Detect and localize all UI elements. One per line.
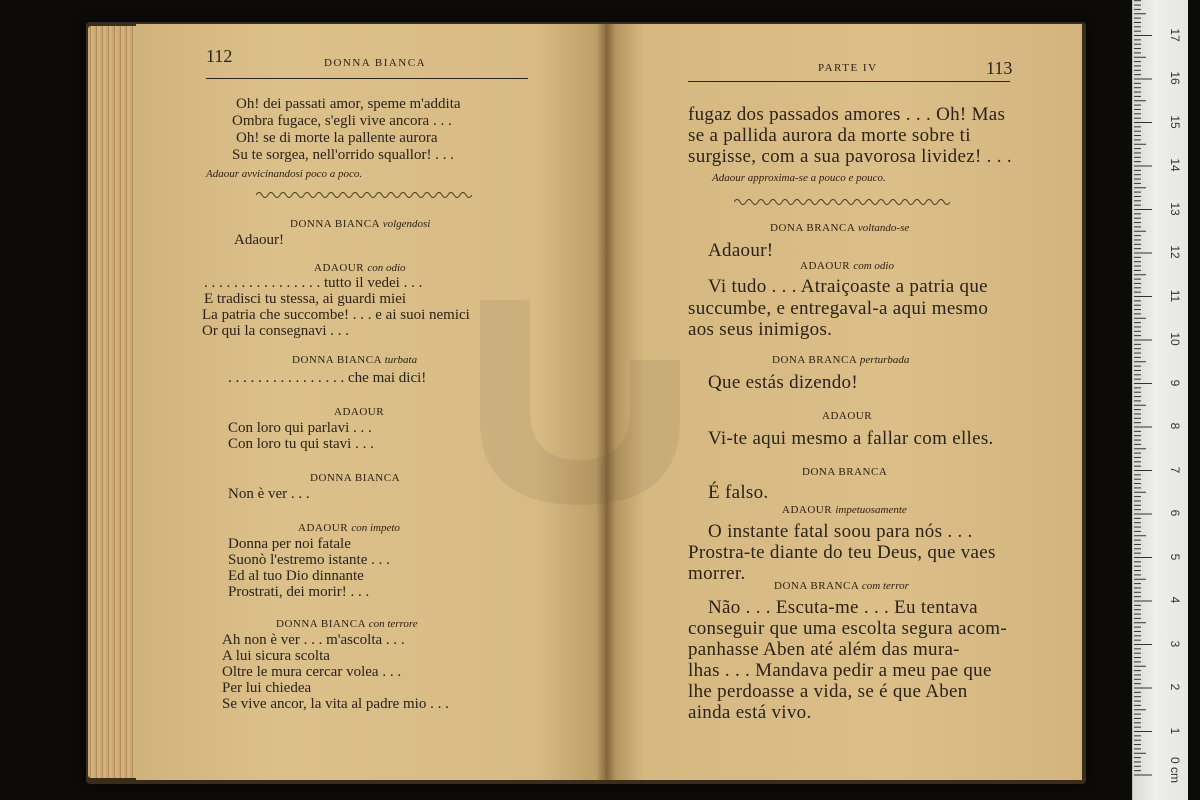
speaker-note: con odio [367, 262, 406, 274]
left-verse-line: Se vive ancor, la vita al padre mio . . . [222, 696, 449, 712]
right-dialogue-line: É falso. [708, 482, 769, 503]
right-paragraph-line: se a pallida aurora da morte sobre ti [688, 125, 971, 146]
right-paragraph-line: morrer. [688, 563, 746, 584]
ruler-number: 1 [1168, 727, 1182, 734]
left-verse-line: Ed al tuo Dio dinnante [228, 568, 364, 584]
right-dialogue-line: Vi-te aqui mesmo a fallar com elles. [708, 428, 994, 449]
ruler-number: 3 [1168, 640, 1182, 647]
ruler-number: 2 [1168, 683, 1182, 691]
ruler-number: 5 [1168, 553, 1182, 560]
left-page-number: 112 [206, 46, 233, 66]
speaker-note: turbata [384, 354, 418, 366]
right-speaker-label [782, 504, 907, 516]
speaker-note: impetuosamente [835, 504, 907, 516]
left-verse-line: Suonò l'estremo istante . . . [228, 552, 390, 568]
right-wave-divider [734, 197, 950, 207]
left-wave-divider [256, 190, 472, 200]
right-dialogue-line: Adaour! [708, 240, 774, 261]
ruler-number: 4 [1168, 596, 1182, 604]
left-verse-line: E tradisci tu stessa, ai guardi miei [204, 291, 407, 307]
speaker-name: DONA BRANCA [772, 354, 857, 366]
ruler-number: 14 [1168, 158, 1182, 172]
speaker-note: voltando-se [857, 222, 910, 234]
left-speaker-label [276, 616, 418, 633]
right-paragraph-line: Vi tudo . . . Atraiçoaste a patria que [708, 276, 988, 297]
right-speaker-label: DONA BRANCA [802, 466, 888, 478]
left-stage-direction: Adaour avvicinandosi poco a poco. [206, 168, 363, 180]
left-verse-line: La patria che succombe! . . . e ai suoi nemici [202, 307, 470, 323]
right-paragraph-line: surgisse, com a sua pavorosa lividez! . . . [688, 146, 1012, 167]
right-speaker-label [772, 354, 909, 366]
left-verse-line: . . . . . . . . . . . . . . . . tutto il vedei . . . [204, 275, 423, 291]
speaker-name: DONA BRANCA [770, 222, 855, 234]
left-speaker-label: DONNA BIANCA [310, 472, 401, 484]
ruler-number: 7 [1168, 466, 1182, 473]
ruler-number: 12 [1168, 245, 1182, 259]
right-paragraph-line: O instante fatal soou para nós . . . [708, 521, 973, 542]
left-verse-line: Con loro qui parlavi . . . [228, 420, 372, 436]
right-speaker-label [800, 260, 894, 272]
left-verse-line: Oh! dei passati amor, speme m'addita [236, 96, 461, 112]
right-paragraph-line: lhe perdoasse a vida, se é que Aben [688, 681, 968, 702]
right-paragraph-line: Prostra-te diante do teu Deus, que vaes [688, 542, 996, 563]
left-speaker-label: ADAOUR [334, 406, 385, 418]
left-verse-line: Or qui la consegnavi . . . [202, 323, 350, 339]
left-verse-line: Su te sorgea, nell'orrido squallor! . . . [232, 147, 454, 163]
right-paragraph-line: fugaz dos passados amores . . . Oh! Mas [688, 104, 1006, 125]
left-verse-line: Con loro tu qui stavi . . . [228, 436, 374, 452]
right-page-number: 113 [986, 58, 1013, 78]
right-dialogue-line: Que estás dizendo! [708, 372, 858, 393]
right-stage-direction: Adaour approxima-se a pouco e pouco. [712, 172, 886, 184]
speaker-note: con terrore [368, 618, 418, 630]
speaker-note: com odio [853, 260, 894, 272]
speaker-name: DONA BRANCA [774, 580, 859, 592]
ruler-number: 8 [1168, 422, 1182, 430]
left-header-rule [206, 78, 528, 79]
right-paragraph-line: lhas . . . Mandava pedir a meu pae que [688, 660, 992, 681]
left-verse-line: A lui sicura scolta [222, 648, 330, 664]
left-verse-line: Ombra fugace, s'egli vive ancora . . . [232, 113, 452, 129]
left-speaker-label [290, 216, 430, 233]
speaker-name: ADAOUR [314, 262, 365, 274]
left-dialogue-line: . . . . . . . . . . . . . . . . che mai dici! [228, 370, 427, 386]
watermark-logo [440, 290, 690, 510]
ruler-number: 13 [1168, 201, 1182, 216]
left-running-title: DONNA BIANCA [324, 57, 427, 69]
speaker-name: ADAOUR [298, 522, 349, 534]
right-speaker-label: ADAOUR [822, 410, 873, 422]
right-paragraph-line: conseguir que uma escolta segura acom- [688, 618, 1007, 639]
ruler-number: 10 [1168, 332, 1182, 346]
ruler-number: 15 [1168, 114, 1182, 129]
speaker-name: DONNA BIANCA [292, 354, 382, 366]
speaker-name: DONNA BIANCA [276, 618, 366, 630]
page-edges [88, 26, 138, 778]
right-running-title: PARTE IV [818, 62, 878, 74]
speaker-note: volgendosi [382, 218, 431, 230]
right-paragraph-line: aos seus inimigos. [688, 319, 833, 340]
ruler-number: 6 [1168, 509, 1182, 517]
speaker-note: perturbada [859, 354, 910, 366]
left-verse-line: Oh! se di morte la pallente aurora [236, 130, 438, 146]
left-verse-line: Ah non è ver . . . m'ascolta . . . [222, 632, 405, 648]
speaker-note: con impeto [351, 522, 400, 534]
left-speaker-label [292, 352, 417, 369]
ruler-unit-label: 0 cm [1168, 756, 1182, 783]
right-speaker-label [770, 222, 909, 234]
ruler-number: 11 [1168, 289, 1182, 302]
speaker-name: ADAOUR [782, 504, 833, 516]
left-verse-line: Per lui chiedea [222, 680, 312, 696]
ruler-number: 17 [1168, 27, 1182, 42]
right-paragraph-line: panhasse Aben até além das mura- [688, 639, 960, 660]
ruler-number: 16 [1168, 71, 1182, 85]
ruler-number: 9 [1168, 379, 1182, 386]
speaker-note: com terror [861, 580, 909, 592]
left-verse-line: Donna per noi fatale [228, 536, 351, 552]
left-dialogue-line: Non è ver . . . [228, 486, 310, 502]
speaker-name: DONNA BIANCA [290, 218, 380, 230]
speaker-name: ADAOUR [800, 260, 851, 272]
right-paragraph-line: ainda está vivo. [688, 702, 812, 723]
right-header-rule [688, 81, 1010, 82]
left-speaker-label [298, 520, 400, 537]
left-dialogue-line: Adaour! [234, 232, 284, 248]
right-paragraph-line: Não . . . Escuta-me . . . Eu tentava [708, 597, 978, 618]
right-paragraph-line: succumbe, e entregaval-a aqui mesmo [688, 298, 989, 319]
right-speaker-label [774, 580, 909, 592]
left-verse-line: Oltre le mura cercar volea . . . [222, 664, 402, 680]
left-verse-line: Prostrati, dei morir! . . . [228, 584, 370, 600]
